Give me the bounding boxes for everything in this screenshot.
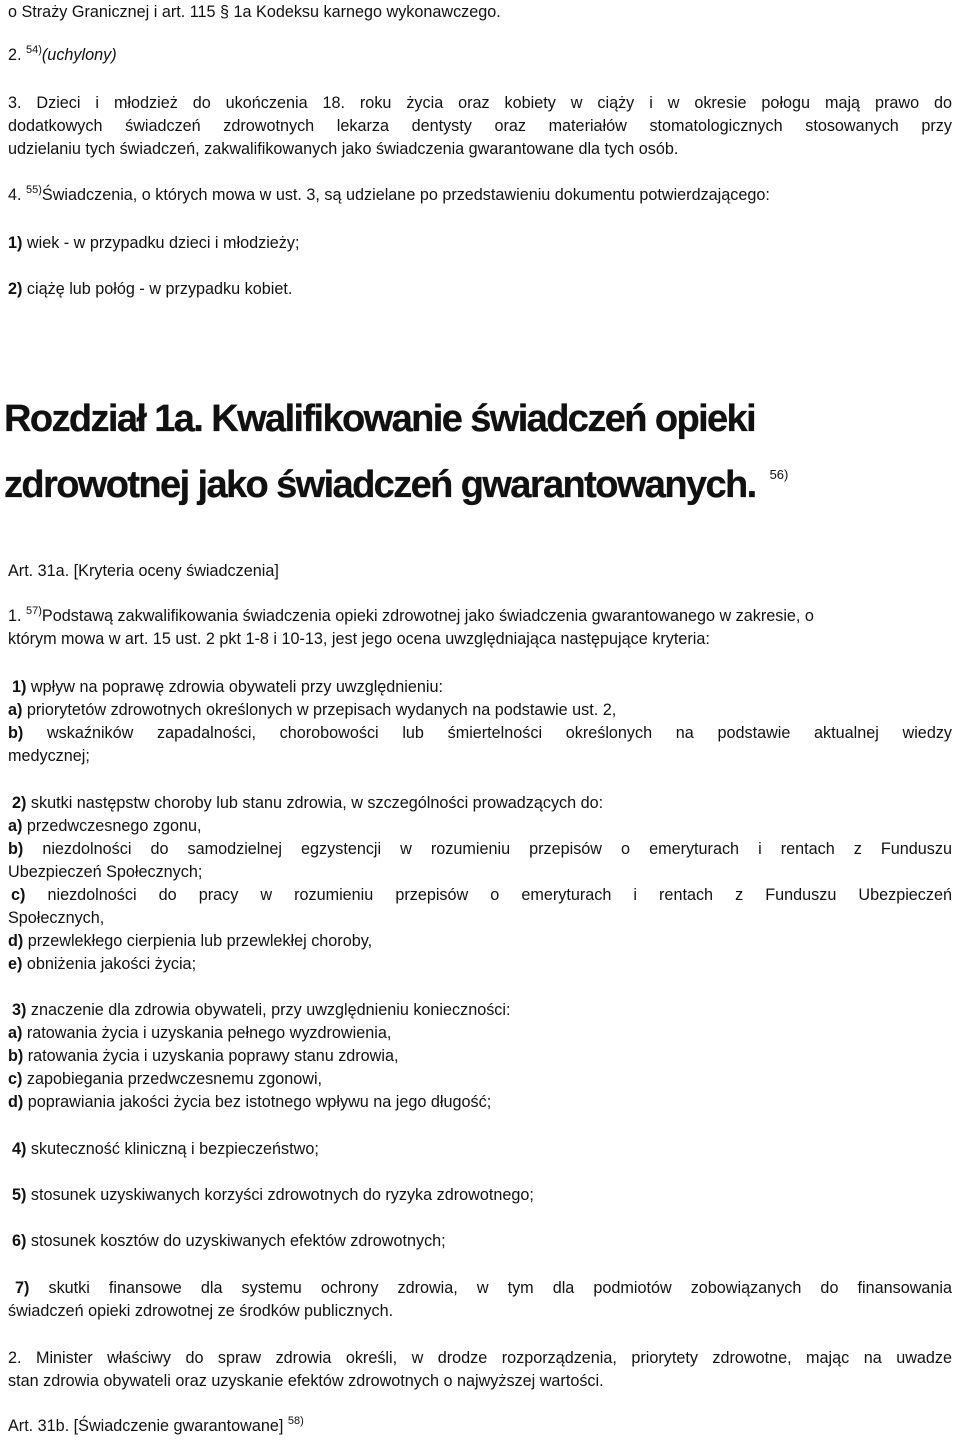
paragraph-3-line: udzielaniu tych świadczeń, zakwalifikowanych jako świadczenia gwarantowane dla tych osób. bbox=[8, 140, 679, 158]
criterion-subitem bbox=[8, 1022, 952, 1044]
footnote-ref: 54) bbox=[26, 44, 42, 56]
footnote-ref: 55) bbox=[26, 184, 42, 196]
criterion-subitem bbox=[8, 953, 952, 975]
item-number: b) bbox=[8, 724, 24, 742]
criterion-subitem-line: Społecznych, bbox=[8, 909, 105, 927]
article-title bbox=[8, 1415, 952, 1437]
article-paragraph-1 bbox=[8, 605, 952, 627]
para-number: 2. bbox=[8, 46, 22, 64]
item-number: a) bbox=[8, 817, 23, 835]
list-item bbox=[8, 278, 952, 300]
chapter-heading-line bbox=[4, 453, 788, 507]
criterion-subitem bbox=[8, 1091, 952, 1113]
criterion-item bbox=[12, 676, 952, 698]
article-paragraph-2: 2. Minister właściwy do spraw zdrowia określi, w drodze rozporządzenia, priorytety zdrowotne, mając na uwadze bbox=[8, 1349, 952, 1367]
chapter-heading-line: Rozdział 1a. Kwalifikowanie świadczeń opieki bbox=[4, 398, 756, 440]
item-text: priorytetów zdrowotnych określonych w przepisach wydanych na podstawie ust. 2, bbox=[26, 701, 617, 719]
criterion-subitem bbox=[8, 1068, 952, 1090]
criterion-item bbox=[12, 1138, 952, 1160]
item-text: zapobiegania przedwczesnemu zgonowi, bbox=[26, 1070, 323, 1088]
item-text: przewlekłego cierpienia lub przewlekłej choroby, bbox=[27, 932, 373, 950]
list-item bbox=[8, 232, 952, 254]
article-title: Art. 31a. [Kryteria oceny świadczenia] bbox=[8, 562, 279, 580]
item-number: 1) bbox=[12, 678, 27, 696]
item-text: stosunek uzyskiwanych korzyści zdrowotnych do ryzyka zdrowotnego; bbox=[30, 1186, 534, 1204]
item-number: 6) bbox=[12, 1232, 27, 1250]
item-text: wiek - w przypadku dzieci i młodzieży; bbox=[26, 234, 300, 252]
item-number: d) bbox=[8, 1093, 24, 1111]
item-text: skuteczność kliniczną i bezpieczeństwo; bbox=[30, 1140, 319, 1158]
text-line: o Straży Granicznej i art. 115 § 1a Kodeksu karnego wykonawczego. bbox=[8, 3, 501, 21]
para-number: 4. bbox=[8, 186, 22, 204]
item-number: b) bbox=[8, 840, 24, 858]
item-text: poprawiania jakości życia bez istotnego wpływu na jego długość; bbox=[27, 1093, 492, 1111]
item-number: 1) bbox=[8, 234, 23, 252]
para-text: Świadczenia, o których mowa w ust. 3, są udzielane po przedstawieniu dokumentu potwierdzającego: bbox=[41, 186, 770, 204]
criterion-subitem-line: medycznej; bbox=[8, 747, 90, 765]
item-text: ciążę lub połóg - w przypadku kobiet. bbox=[26, 280, 293, 298]
paragraph-3-line: dodatkowych świadczeń zdrowotnych lekarza dentysty oraz materiałów stomatologicznych stosowanych przy bbox=[8, 117, 952, 135]
item-text: znaczenie dla zdrowia obywateli, przy uwzględnieniu konieczności: bbox=[30, 1001, 511, 1019]
criterion-subitem bbox=[8, 699, 952, 721]
item-number: 5) bbox=[12, 1186, 27, 1204]
item-text: wpływ na poprawę zdrowia obywateli przy uwzględnieniu: bbox=[30, 678, 443, 696]
criterion-item bbox=[12, 1230, 952, 1252]
criterion-item bbox=[12, 999, 952, 1021]
item-text: ratowania życia i uzyskania pełnego wyzdrowienia, bbox=[26, 1024, 392, 1042]
article-paragraph-line: którym mowa w art. 15 ust. 2 pkt 1-8 i 10-13, jest jego ocena uwzględniająca następujące kryteria: bbox=[8, 630, 710, 648]
criterion-subitem-line: Ubezpieczeń Społecznych; bbox=[8, 863, 203, 881]
item-text: skutki następstw choroby lub stanu zdrowia, w szczególności prowadzących do: bbox=[30, 794, 604, 812]
item-number: 2) bbox=[12, 794, 27, 812]
item-number: c) bbox=[8, 1070, 23, 1088]
criterion-item-line: świadczeń opieki zdrowotnej ze środków publicznych. bbox=[8, 1302, 394, 1320]
item-number: 4) bbox=[12, 1140, 27, 1158]
item-text: niezdolności do pracy w rozumieniu przepisów o emeryturach i rentach z Funduszu Ubezpieczeń bbox=[47, 886, 952, 904]
criterion-subitem bbox=[8, 930, 952, 952]
footnote-ref: 58) bbox=[287, 1415, 304, 1427]
item-number: 3) bbox=[12, 1001, 27, 1019]
footnote-ref: 56) bbox=[769, 467, 789, 482]
item-text: stosunek kosztów do uzyskiwanych efektów zdrowotnych; bbox=[30, 1232, 446, 1250]
item-number: c) bbox=[11, 886, 26, 904]
item-text: wskaźników zapadalności, chorobowości lub śmiertelności określonych na podstawie aktualnej wiedzy bbox=[46, 724, 953, 742]
article-paragraph-line: stan zdrowia obywateli oraz uzyskanie efektów zdrowotnych o najwyższej wartości. bbox=[8, 1372, 604, 1390]
paragraph-3-line: 3. Dzieci i młodzież do ukończenia 18. roku życia oraz kobiety w ciąży i w okresie połogu mają prawo do bbox=[8, 94, 952, 112]
item-number: a) bbox=[8, 1024, 23, 1042]
para-number: 1. bbox=[8, 607, 22, 625]
item-number: d) bbox=[8, 932, 24, 950]
item-text: obniżenia jakości życia; bbox=[26, 955, 197, 973]
item-text: ratowania życia i uzyskania poprawy stanu zdrowia, bbox=[27, 1047, 399, 1065]
item-text: niezdolności do samodzielnej egzystencji w rozumieniu przepisów o emeryturach i rentach z Funduszu bbox=[42, 840, 952, 858]
item-number: a) bbox=[8, 701, 23, 719]
item-number: 7) bbox=[15, 1279, 30, 1297]
criterion-item bbox=[12, 792, 952, 814]
item-number: 2) bbox=[8, 280, 23, 298]
heading-text: zdrowotnej jako świadczeń gwarantowanych. bbox=[4, 464, 756, 506]
para-text: Podstawą zakwalifikowania świadczenia opieki zdrowotnej jako świadczenia gwarantowanego w zakresie, o bbox=[41, 607, 814, 625]
article-title-text: Art. 31b. [Świadczenie gwarantowane] bbox=[8, 1417, 284, 1435]
item-text: przedwczesnego zgonu, bbox=[26, 817, 202, 835]
paragraph-2 bbox=[8, 44, 952, 66]
criterion-subitem bbox=[8, 838, 952, 860]
item-number: b) bbox=[8, 1047, 24, 1065]
para-text: (uchylony) bbox=[41, 46, 117, 64]
item-number: e) bbox=[8, 955, 23, 973]
criterion-item bbox=[12, 1184, 952, 1206]
criterion-item bbox=[15, 1277, 952, 1299]
criterion-subitem bbox=[8, 722, 952, 744]
criterion-subitem bbox=[11, 884, 952, 906]
item-text: skutki finansowe dla systemu ochrony zdrowia, w tym dla podmiotów zobowiązanych do finansowania bbox=[48, 1279, 952, 1297]
footnote-ref: 57) bbox=[26, 605, 42, 617]
criterion-subitem bbox=[8, 1045, 952, 1067]
paragraph-4 bbox=[8, 184, 952, 206]
criterion-subitem bbox=[8, 815, 952, 837]
